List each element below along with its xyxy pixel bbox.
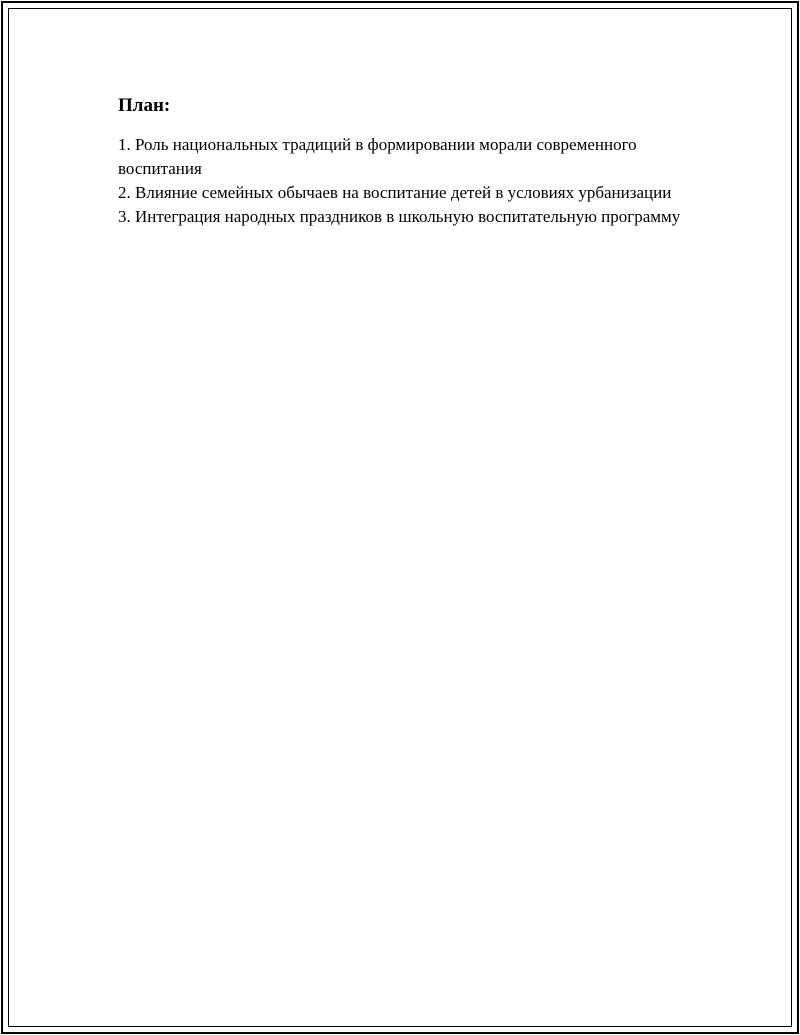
plan-list (118, 133, 708, 229)
plan-heading: План: (118, 95, 171, 116)
plan-item: 2. Влияние семейных обычаев на воспитание детей в условиях урбанизации (118, 183, 672, 202)
plan-item: 3. Интеграция народных праздников в школьную воспитательную программу (118, 207, 681, 226)
plan-item: 1. Роль национальных традиций в формировании морали современного воспитания (118, 135, 637, 178)
document-body (118, 94, 708, 229)
